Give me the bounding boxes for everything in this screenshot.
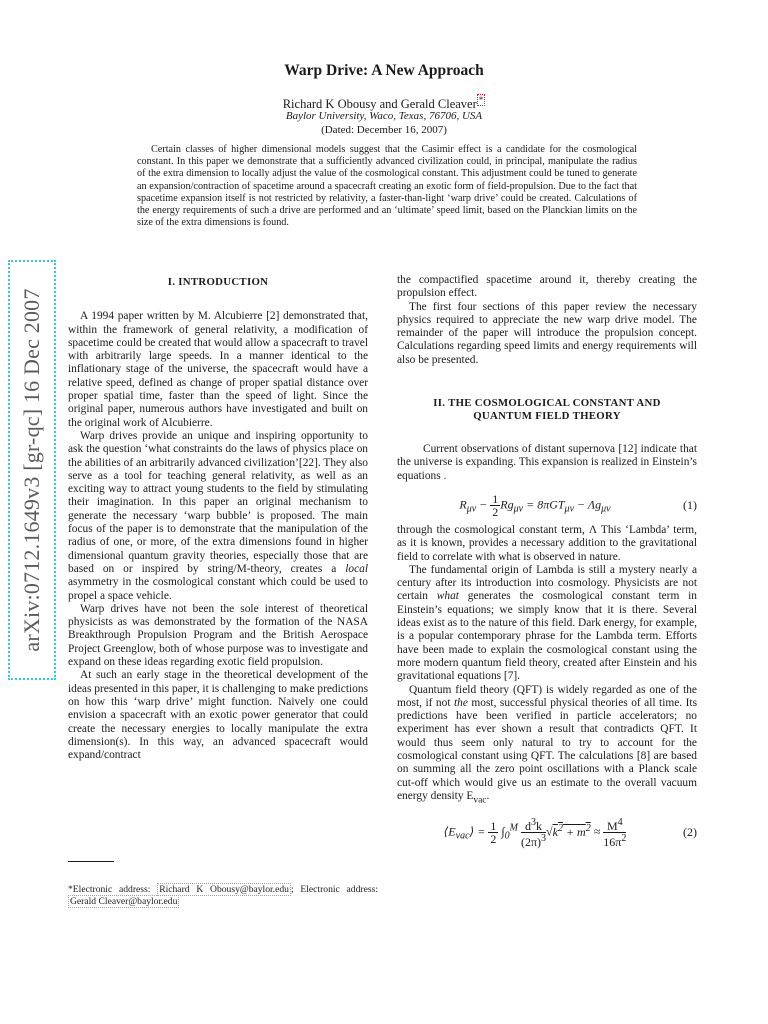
paragraph-text: Warp drives provide an unique and inspiring opportunity to ask the question ‘what constraints do the laws of physics place on the abilities of an arbitrarily advanced civilization’[22]. They also serve as a tool for teaching general relativity, as well as an exciting way to attract young students to the field by stimulating their imagination. In this paper an original mechanism to generate the necessary ‘warp bubble’ is proposed. The main focus of the paper is to demonstrate that the manipulation of the radius of one, or more, of the extra dimensions found in higher dimensional quantum gravity theories, especially those that are based on or inspired by string/M-theory, creates a <box>68 429 368 575</box>
email-link-cleaver[interactable]: Gerald Cleaver@baylor.edu <box>70 896 178 907</box>
paragraph: A 1994 paper written by M. Alcubierre [2] demonstrated that, within the framework of general relativity, a modification of spacetime could be created that would allow a spacecraft to travel with arbitrarily large speeds. In a manner identical to the inflationary stage of the universe, the spacecraft would have a relative speed, defined as change of proper spatial distance over proper spatial time, faster than the speed of light. Since the original paper, numerous authors have investigated and built on the original work of Alcubierre. <box>68 310 368 429</box>
paper-title: Warp Drive: A New Approach <box>284 62 484 79</box>
paragraph: The first four sections of this paper review the necessary physics required to appreciate the new warp drive model. The remainder of the paper will introduce the propulsion concept. Calculations regarding speed limits and energy requirements will also be presented. <box>397 300 697 366</box>
emphasis: local <box>345 562 368 575</box>
paragraph: Current observations of distant supernova [12] indicate that the universe is expanding. This expansion is realized in Einstein’s equations . <box>397 443 697 482</box>
paragraph: through the cosmological constant term, Λ This ‘Lambda’ term, as it is known, provides a necessary addition to the gravitational field to correlate with what is observed in nature. <box>397 523 697 563</box>
paragraph-text: most, successful physical theories of all time. Its predictions have been verified in particle accelerators; no experiment has ever shown a result that contradicts QFT. It would thus seem only natural to try to account for the cosmological constant using QFT. The calculations [8] are based on summing all the zero point oscillations with a Planck scale cut-off which would give us an estimate to the overall vacuum energy density E <box>397 696 698 802</box>
paragraph <box>397 684 697 808</box>
paragraph <box>68 430 368 603</box>
equation-number: (1) <box>683 497 697 512</box>
paragraph-text: generates the cosmological constant term in Einstein’s equations; we simply know that it is there. Several ideas exist as to the nature of this field. Dark energy, for example, is a popular contemporary phrase for the Lambda term. Efforts have been made to explain the cosmological constant using the more modern quantum field theory, created after Einstein and his gravitational equations [7]. <box>397 590 697 683</box>
footnote-rule <box>68 861 114 862</box>
section-heading-line: QUANTUM FIELD THEORY <box>473 410 621 423</box>
section-heading-cosmological-constant <box>397 397 697 423</box>
arxiv-identifier-stamp[interactable]: arXiv:0712.1649v3 [gr-qc] 16 Dec 2007 <box>8 260 56 680</box>
left-column <box>68 276 368 762</box>
author-names: Richard K Obousy and Gerald Cleaver <box>282 97 477 112</box>
date-line: (Dated: December 16, 2007) <box>321 124 447 136</box>
vacuum-energy-equation: $⟨E_{vac}⟩$ = $\frac{1}{2}$ $\int_0^M$ $\frac{d^3k}{(2\pi)^3}$ $√k^2 + m^2$ ≈ $\frac{M^4}{16\pi^2}$ <box>443 817 627 850</box>
paragraph-text: . <box>486 789 490 802</box>
section-heading-line: II. THE COSMOLOGICAL CONSTANT AND <box>433 397 661 410</box>
paragraph-text: Quantum field theory (QFT) is widely regarded as one of the most, if not <box>397 683 697 709</box>
paragraph <box>397 564 697 684</box>
paragraph: Warp drives have not been the sole interest of theoretical physicists as was demonstrated by the formation of the NASA Breakthrough Propulsion Program and the British Aerospace Project Greenglow, both of whose purpose was to investigate and expand on these ideas regarding exotic field propulsion. <box>68 602 368 669</box>
emphasis: the <box>454 696 468 709</box>
right-column <box>397 274 697 854</box>
equation-2 <box>397 817 697 848</box>
paragraph: the compactified spacetime around it, thereby creating the propulsion effect. <box>397 274 697 300</box>
footnote-text: *Electronic address: <box>68 884 151 895</box>
abstract: Certain classes of higher dimensional models suggest that the Casimir effect is a candidate for the cosmological constant. In this paper we demonstrate that a sufficiently advanced civilization could, in principal, manipulate the radius of the extra dimension to locally adjust the value of the cosmological constant. This adjustment could be tuned to generate an expansion/contraction of spacetime around a spacecraft creating an exotic form of field-propulsion. Due to the fact that spacetime expansion itself is not restricted by relativity, a faster-than-light ‘warp drive’ could be created. Calculations of the energy requirements of such a drive are performed and an ‘ultimate’ speed limit, based on the Planckian limits on the size of the extra dimensions is found. <box>137 144 637 229</box>
einstein-field-equation: $R_{\mu\nu}$ − $\frac{1}{2}$ $Rg_{\mu\nu} = 8\pi GT_{\mu\nu} - \Lambda g_{\mu\nu}$ <box>459 491 611 519</box>
author-footnote-link[interactable]: * <box>478 95 484 105</box>
emphasis: what <box>436 590 459 603</box>
equation-number: (2) <box>683 825 697 840</box>
email-link-obousy[interactable]: Richard K Obousy@baylor.edu <box>159 884 289 895</box>
paragraph-text: The fundamental origin of Lambda is still a mystery nearly a century after its introduction into cosmology. Physicists are not certain <box>397 563 697 603</box>
subscript: vac <box>473 795 487 806</box>
footnote <box>68 884 378 908</box>
section-heading-introduction: I. INTRODUCTION <box>167 276 269 288</box>
equation-1 <box>397 493 697 518</box>
affiliation: Baylor University, Waco, Texas, 76706, USA <box>285 110 483 122</box>
paragraph-text: asymmetry in the cosmological constant which could be used to propel a space vehicle. <box>68 576 368 602</box>
footnote-text: ; Electronic address: <box>290 884 378 895</box>
paragraph: At such an early stage in the theoretical development of the ideas presented in this paper, it is challenging to make predictions on how this ‘warp drive’ might function. Naively one could envision a spacecraft with an exotic power generator that could create the necessary energies to locally manipulate the extra dimension(s). In this way, an advanced spacecraft would expand/contract <box>68 669 368 762</box>
